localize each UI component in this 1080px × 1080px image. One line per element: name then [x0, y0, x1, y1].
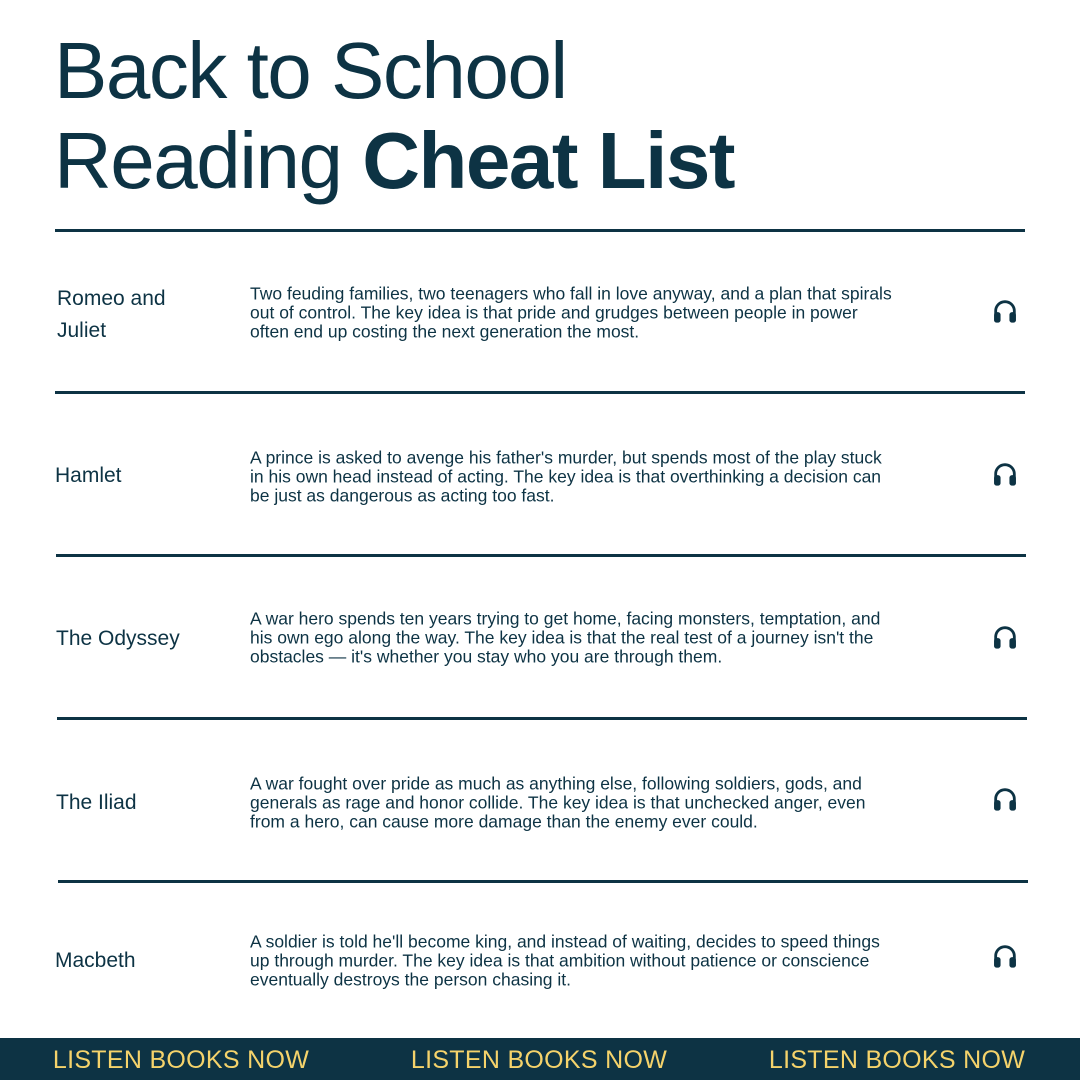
book-description: A soldier is told he'll become king, and instead of waiting, decides to speed things up through murder. The key idea is that ambition without patience or conscience eventually destroys the person chasing it.	[250, 931, 880, 990]
headphones-icon	[990, 785, 1020, 813]
book-title: The Odyssey	[56, 627, 180, 650]
listen-books-link[interactable]: LISTEN BOOKS NOW	[768, 1046, 1026, 1074]
headphones-icon	[990, 297, 1020, 325]
book-description: A prince is asked to avenge his father's murder, but spends most of the play stuck in his own head instead of acting. The key idea is that overthinking a decision can be just as dangerous as acting too fast.	[250, 447, 882, 506]
listen-button[interactable]	[990, 460, 1020, 488]
book-title: Romeo and Juliet	[57, 287, 166, 342]
headphones-icon	[990, 942, 1020, 970]
divider	[55, 391, 1025, 394]
book-title: Hamlet	[55, 464, 122, 487]
title-regular: Reading	[54, 116, 342, 205]
title-line-1: Back to School	[54, 26, 567, 115]
title-line-2	[54, 116, 734, 206]
title-bold: Cheat List	[362, 116, 734, 205]
listen-button[interactable]	[990, 623, 1020, 651]
divider	[56, 554, 1026, 557]
listen-banner	[0, 1038, 1080, 1080]
book-description: Two feuding families, two teenagers who fall in love anyway, and a plan that spirals out of control. The key idea is that pride and grudges between people in power often end up costing the next generation the most.	[250, 283, 892, 342]
book-title: Macbeth	[55, 949, 136, 972]
headphones-icon	[990, 623, 1020, 651]
divider	[57, 717, 1027, 720]
listen-button[interactable]	[990, 942, 1020, 970]
divider	[55, 229, 1025, 232]
page-title	[54, 26, 734, 206]
book-description: A war hero spends ten years trying to get home, facing monsters, temptation, and his own ego along the way. The key idea is that the real test of a journey isn't the obstacles — it's whether you stay who you are through them.	[250, 608, 881, 667]
listen-button[interactable]	[990, 297, 1020, 325]
divider	[58, 880, 1028, 883]
listen-books-link[interactable]: LISTEN BOOKS NOW	[410, 1046, 668, 1074]
book-description: A war fought over pride as much as anything else, following soldiers, gods, and generals as rage and honor collide. The key idea is that unchecked anger, even from a hero, can cause more damage than the enemy ever could.	[250, 773, 866, 832]
listen-button[interactable]	[990, 785, 1020, 813]
headphones-icon	[990, 460, 1020, 488]
book-title: The Iliad	[56, 791, 137, 814]
listen-books-link[interactable]: LISTEN BOOKS NOW	[52, 1046, 310, 1074]
